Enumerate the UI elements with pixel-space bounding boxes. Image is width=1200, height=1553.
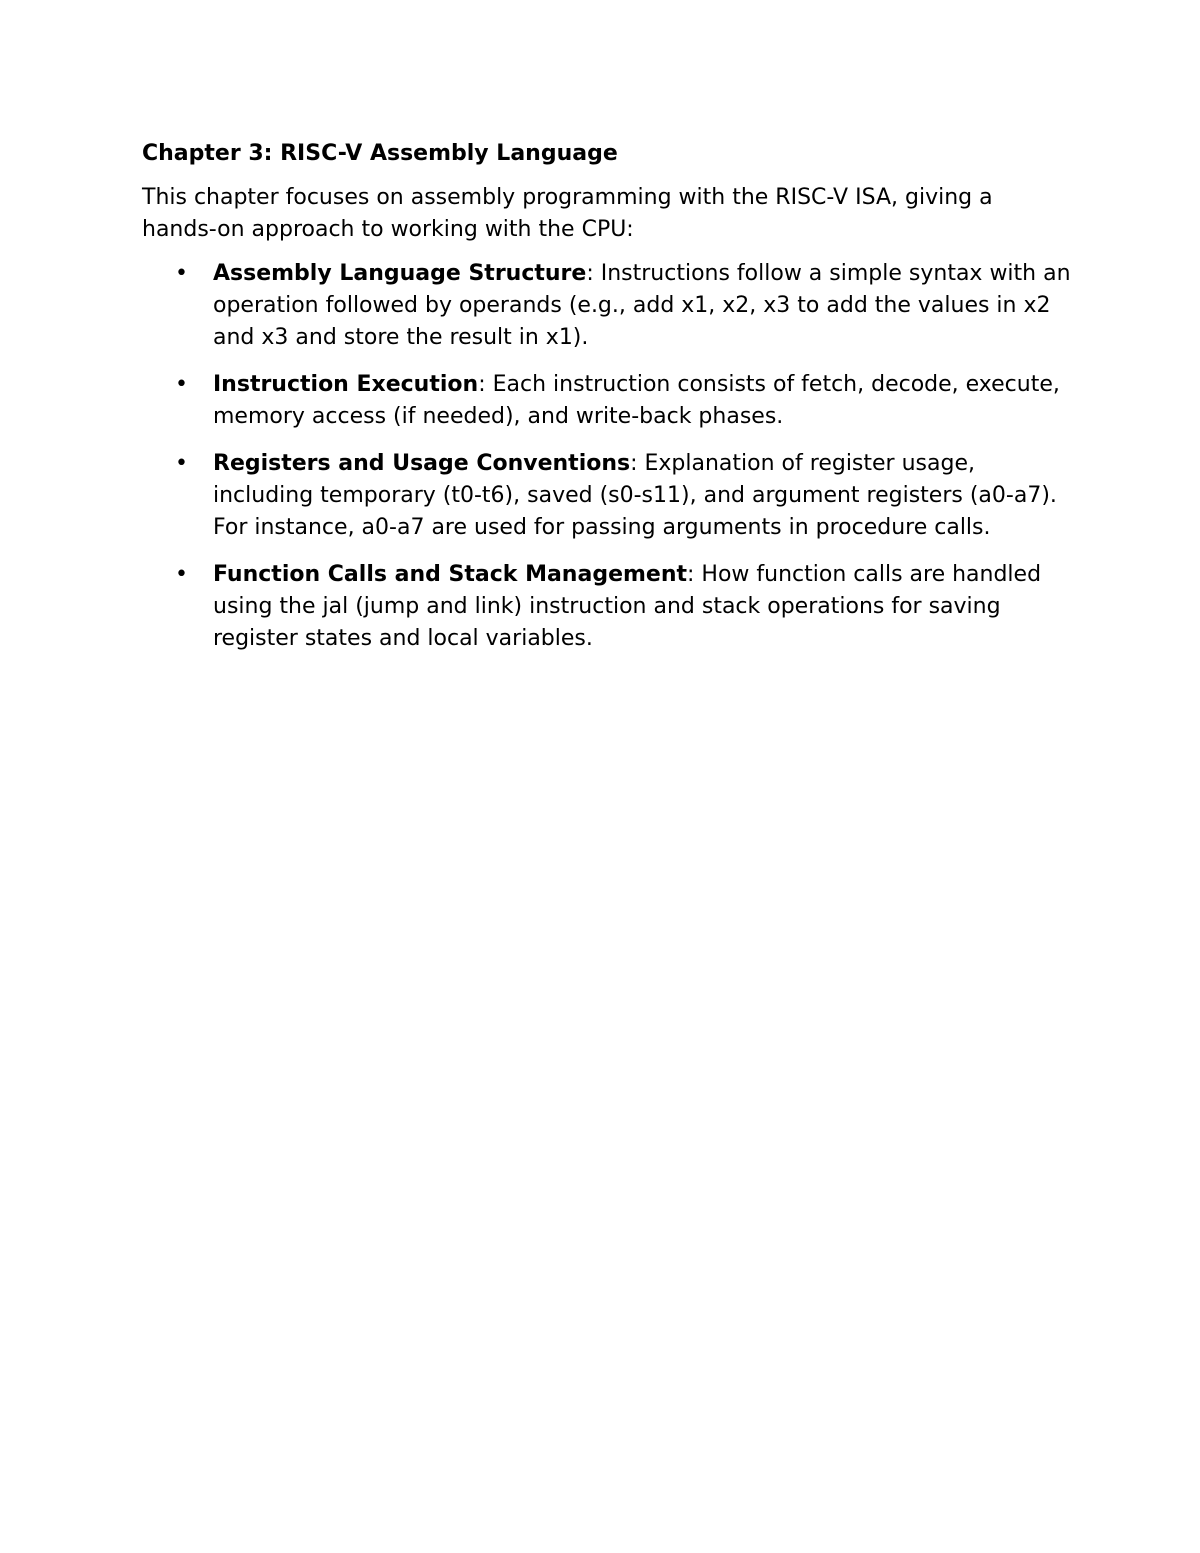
list-item-term: Assembly Language Structure <box>213 261 587 286</box>
chapter-title: Chapter 3: RISC-V Assembly Language <box>142 141 618 166</box>
list-item-text: : Instructions follow a simple syntax with an operation followed by operands (e.g., add x1, x2, x3 to add the values in x2 and x3 and store the result in x1). <box>213 261 1071 350</box>
list-item <box>142 258 1072 354</box>
bullet-icon: • <box>175 372 188 397</box>
list-item <box>142 448 1072 544</box>
bullet-icon: • <box>175 562 188 587</box>
list-item-text: : Explanation of register usage, including temporary (t0-t6), saved (s0-s11), and argument registers (a0-a7). For instance, a0-a7 are used for passing arguments in procedure calls. <box>213 451 1057 540</box>
bullet-icon: • <box>175 451 188 476</box>
bullet-icon: • <box>175 261 188 286</box>
intro-paragraph: This chapter focuses on assembly programming with the RISC-V ISA, giving a hands-on approach to working with the CPU: <box>142 185 993 242</box>
list-item-text: : Each instruction consists of fetch, decode, execute, memory access (if needed), and write-back phases. <box>213 372 1060 429</box>
list-item-term: Registers and Usage Conventions <box>213 451 631 476</box>
list-item-term: Instruction Execution <box>213 372 479 397</box>
list-item <box>142 559 1072 655</box>
list-item-term: Function Calls and Stack Management <box>213 562 688 587</box>
topic-list <box>142 258 1072 655</box>
list-item <box>142 369 1072 433</box>
list-item-text: : How function calls are handled using the jal (jump and link) instruction and stack operations for saving register states and local variables. <box>213 562 1042 651</box>
document-content <box>142 138 1072 670</box>
